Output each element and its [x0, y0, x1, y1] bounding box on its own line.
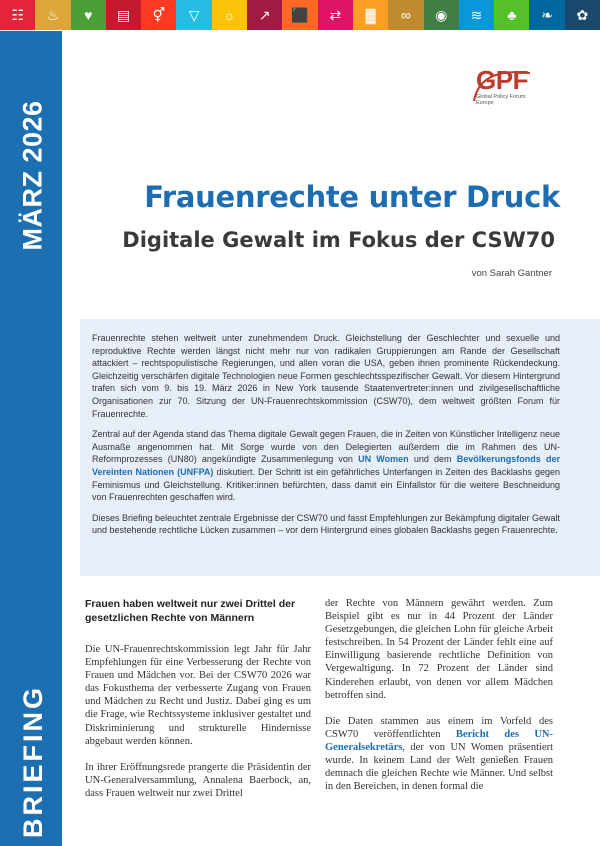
body-paragraph: der Rechte von Männern gewährt werden. Zum Beispiel gibt es nur in 44 Prozent der Länder Gesetzgebungen, die gleichen Lohn für gleiche Arbeit festschreiben. In 54 Prozent der Länder fehlt eine auf Einwilligung basierende rechtliche Definition von Vergewaltigung. In 72 Prozent der Länder sind Kinderehen erlaubt, von denen vor allem Mädchen betroffen sind. — [325, 598, 553, 701]
infinity-icon: ∞ — [388, 0, 423, 30]
sg-report-link[interactable]: Bericht des UN-Generalsekretärs — [325, 728, 553, 753]
abstract-paragraph-3: Dieses Briefing beleuchtet zentrale Ergebnisse der CSW70 und fasst Empfehlungen zur Bekämpfung digitaler Gewalt und bestehende rechtliche Lücken zusammen – vor dem Hintergrund eines globalen Backlashs gegen Frauenrechte. — [92, 512, 560, 536]
abstract-paragraph-2 — [92, 428, 560, 504]
body-paragraph — [325, 715, 553, 794]
family-icon: ☷ — [0, 0, 35, 30]
page-subtitle: Digitale Gewalt im Fokus der CSW70 — [122, 228, 555, 252]
tree-icon: ♣ — [494, 0, 529, 30]
book-icon: ▤ — [106, 0, 141, 30]
section-heading: Frauen haben weltweit nur zwei Drittel der gesetzlichen Rechte von Männern — [85, 598, 296, 624]
body-paragraph: Die UN-Frauenrechtskommission legt Jahr für Jahr Empfehlungen für eine Verbesserung der Rechte von Frauen und Mädchen vor. Bei der CSW70 2026 war das Fokusthema der verbesserte Zugang von Frauen und Mädchen zu Recht und Justiz. Dabei ging es um die Frage, wie Rechtssysteme inklusiver gestaltet und Diskriminierung und strukturelle Hindernisse abgebaut werden können. — [85, 644, 311, 747]
abstract-p2-text-a: Zentral auf der Agenda stand das Thema digitale Gewalt gegen Frauen, die in Zeiten von Künstlicher Intelligenz neue Ausmaße angenommen hat. Mit Sorge wurde von den Delegierten außerdem die im Rahmen des UN-Reformprozesses (UN80) angekündigte Zusammenlegung von — [92, 429, 560, 465]
water-drop-icon: ▽ — [176, 0, 211, 30]
sidebar-date: MÄRZ 2026 — [17, 99, 48, 251]
abstract-p2-text-c: diskutiert. Der Schritt ist ein gefährliches Unterfangen in Zeiten des Backlashs gegen Feminismus und Gleichstellung. Kritiker:innen befürchten, dass damit ein Einfallstor für die weitere Beschneidung von Frauenrechten geschaffen wird. — [92, 466, 560, 503]
abstract-paragraph-1: Frauenrechte stehen weltweit unter zunehmendem Druck. Gleichstellung der Geschlechter und sexuelle und reproduktive Rechte werden längst nicht mehr nur von radikalen Gruppierungen am Rande der Gesellschaft attackiert – rechtspopulistische Regierungen, und allen voran die USA, geben ihnen prominente Rückendeckung. Gleichzeitig verschärfen digitale Technologien neue Formen geschlechtsspezifischer Gewalt. Vor diesem Hintergrund trafen sich vom 9. bis 19. März 2026 in New York tausende Staatenvertreter:innen und zivilgesellschaftliche Organisationen zur 70. Sitzung der UN-Frauenrechtskommission (CSW70), dem weltweit größten Forum für Frauenrechte. — [92, 333, 560, 419]
body-text-span: Die Daten stammen aus einem im Vorfeld des CSW70 veröffentlichten — [325, 715, 553, 740]
abstract-box — [80, 319, 600, 576]
flower-ring-icon: ✿ — [565, 0, 600, 30]
arrows-icon: ⇄ — [318, 0, 353, 30]
heartbeat-icon: ♥ — [71, 0, 106, 30]
sidebar-doc-type: BRIEFING — [17, 684, 48, 838]
body-column-left — [85, 597, 311, 813]
sdg-icon-strip — [0, 0, 600, 30]
eye-globe-icon: ◉ — [424, 0, 459, 30]
bowl-icon: ♨ — [35, 0, 70, 30]
gender-icon: ⚥ — [141, 0, 176, 30]
sun-icon: ☼ — [212, 0, 247, 30]
fish-icon: ≋ — [459, 0, 494, 30]
body-column-right — [325, 597, 553, 806]
sidebar-date-wrap — [13, 85, 53, 265]
growth-chart-icon: ↗ — [247, 0, 282, 30]
sidebar-band — [0, 31, 62, 846]
sidebar-doc-type-wrap — [13, 671, 53, 846]
author-line: von Sarah Gantner — [471, 268, 552, 279]
dove-icon: ❧ — [529, 0, 564, 30]
logo-subtitle: Global Policy Forum Europe — [476, 94, 526, 106]
page-title: Frauenrechte unter Druck — [144, 180, 560, 214]
gpf-logo[interactable] — [470, 63, 540, 113]
body-text-span: , der von UN Women präsentiert wurde. In keinem Land der Welt genießen Frauen demnach die gleichen Rechte wie Männer. Und selbst in den Bereichen, in denen formal die — [325, 741, 553, 793]
abstract-p2-text-b: und dem — [408, 454, 457, 465]
logo-name: GPF — [476, 65, 528, 95]
city-icon: ▓ — [353, 0, 388, 30]
body-paragraph: In ihrer Eröffnungsrede prangerte die Präsidentin der UN-Generalversammlung, Annalena Baerbock, an, dass Frauen weltweit nur zwei Drittel — [85, 761, 311, 799]
cubes-icon: ⬛ — [282, 0, 317, 30]
un-women-link[interactable]: UN Women — [358, 454, 409, 465]
unfpa-link[interactable]: Bevölkerungsfonds der Vereinten Nationen (UNFPA) — [92, 454, 560, 477]
